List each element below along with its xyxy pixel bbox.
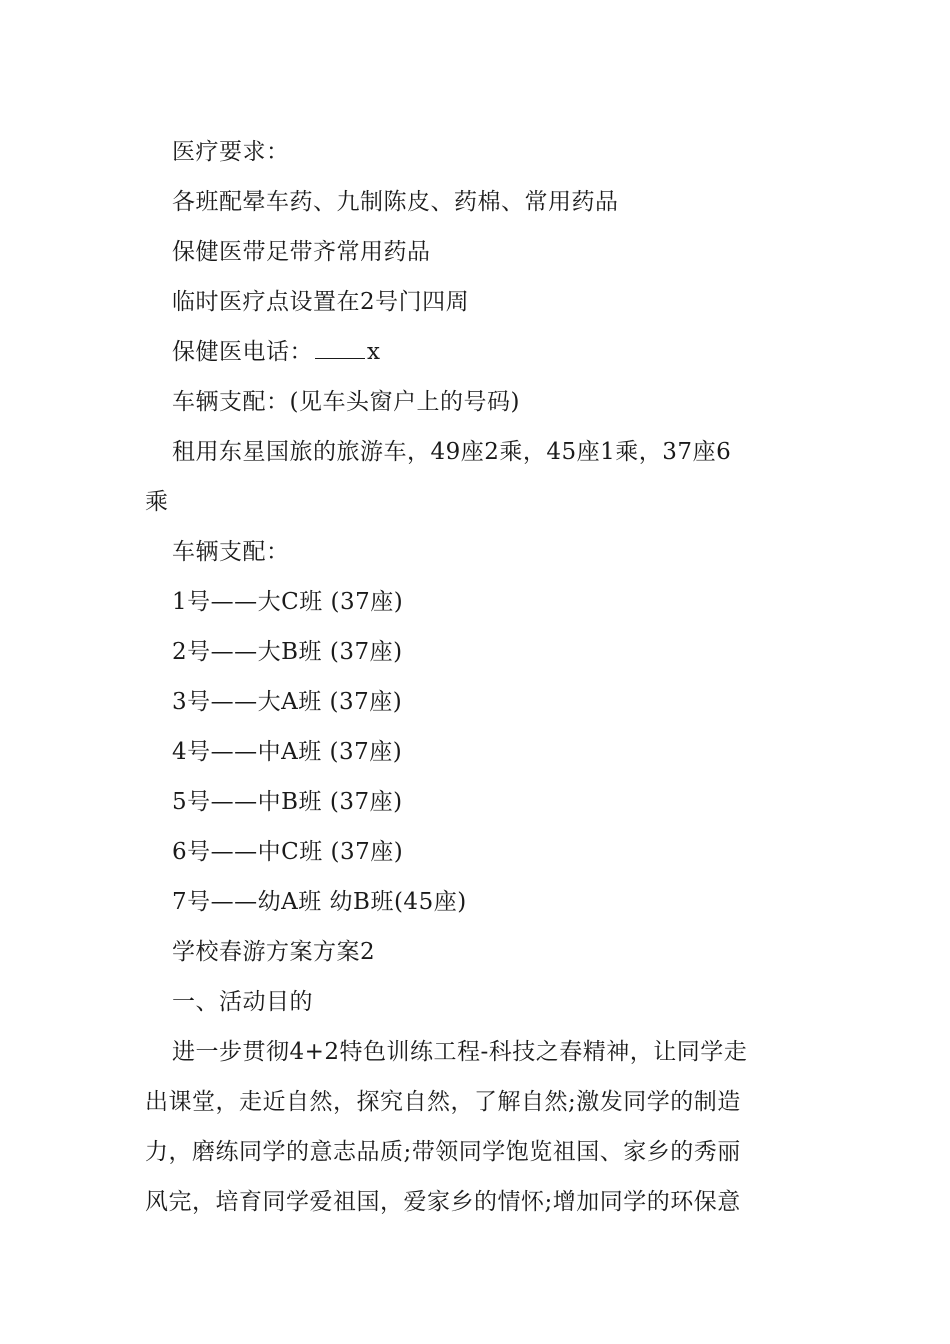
list-item: 7号——幼A班 幼B班(45座)	[172, 889, 467, 915]
list-item: 4号——中A班 (37座)	[172, 739, 403, 765]
text-line: 风完，培育同学爱祖国，爱家乡的情怀;增加同学的环保意	[145, 1189, 741, 1215]
list-item: 3号——大A班 (37座)	[172, 689, 403, 715]
phone-blank	[315, 340, 365, 359]
list-item: 1号——大C班 (37座)	[172, 589, 404, 615]
text-line: 进一步贯彻4+2特色训练工程-科技之春精神，让同学走	[172, 1039, 748, 1065]
doctor-phone-label: 保健医电话：	[172, 339, 313, 365]
section-title: 学校春游方案方案2	[172, 939, 376, 965]
text-line: 力，磨练同学的意志品质;带领同学饱览祖国、家乡的秀丽	[145, 1139, 741, 1165]
list-item: 5号——中B班 (37座)	[172, 789, 403, 815]
text-line: 保健医带足带齐常用药品	[172, 239, 431, 265]
section-heading: 一、活动目的	[172, 989, 313, 1015]
list-item: 6号——中C班 (37座)	[172, 839, 404, 865]
text-line: 各班配晕车药、九制陈皮、药棉、常用药品	[172, 189, 619, 215]
text-line: 出课堂，走近自然，探究自然，了解自然;激发同学的制造	[145, 1089, 741, 1115]
text-line: 租用东星国旅的旅游车，49座2乘，45座1乘，37座6	[172, 439, 732, 465]
text-line: 车辆支配：(见车头窗户上的号码)	[172, 389, 520, 415]
vehicle-heading: 车辆支配：	[172, 539, 290, 565]
text-line: 临时医疗点设置在2号门四周	[172, 289, 470, 315]
list-item: 2号——大B班 (37座)	[172, 639, 403, 665]
text-line: 乘	[145, 489, 169, 515]
doctor-phone-line	[0, 337, 950, 367]
phone-value: x	[367, 339, 381, 365]
medical-requirements-heading: 医疗要求：	[172, 139, 290, 165]
